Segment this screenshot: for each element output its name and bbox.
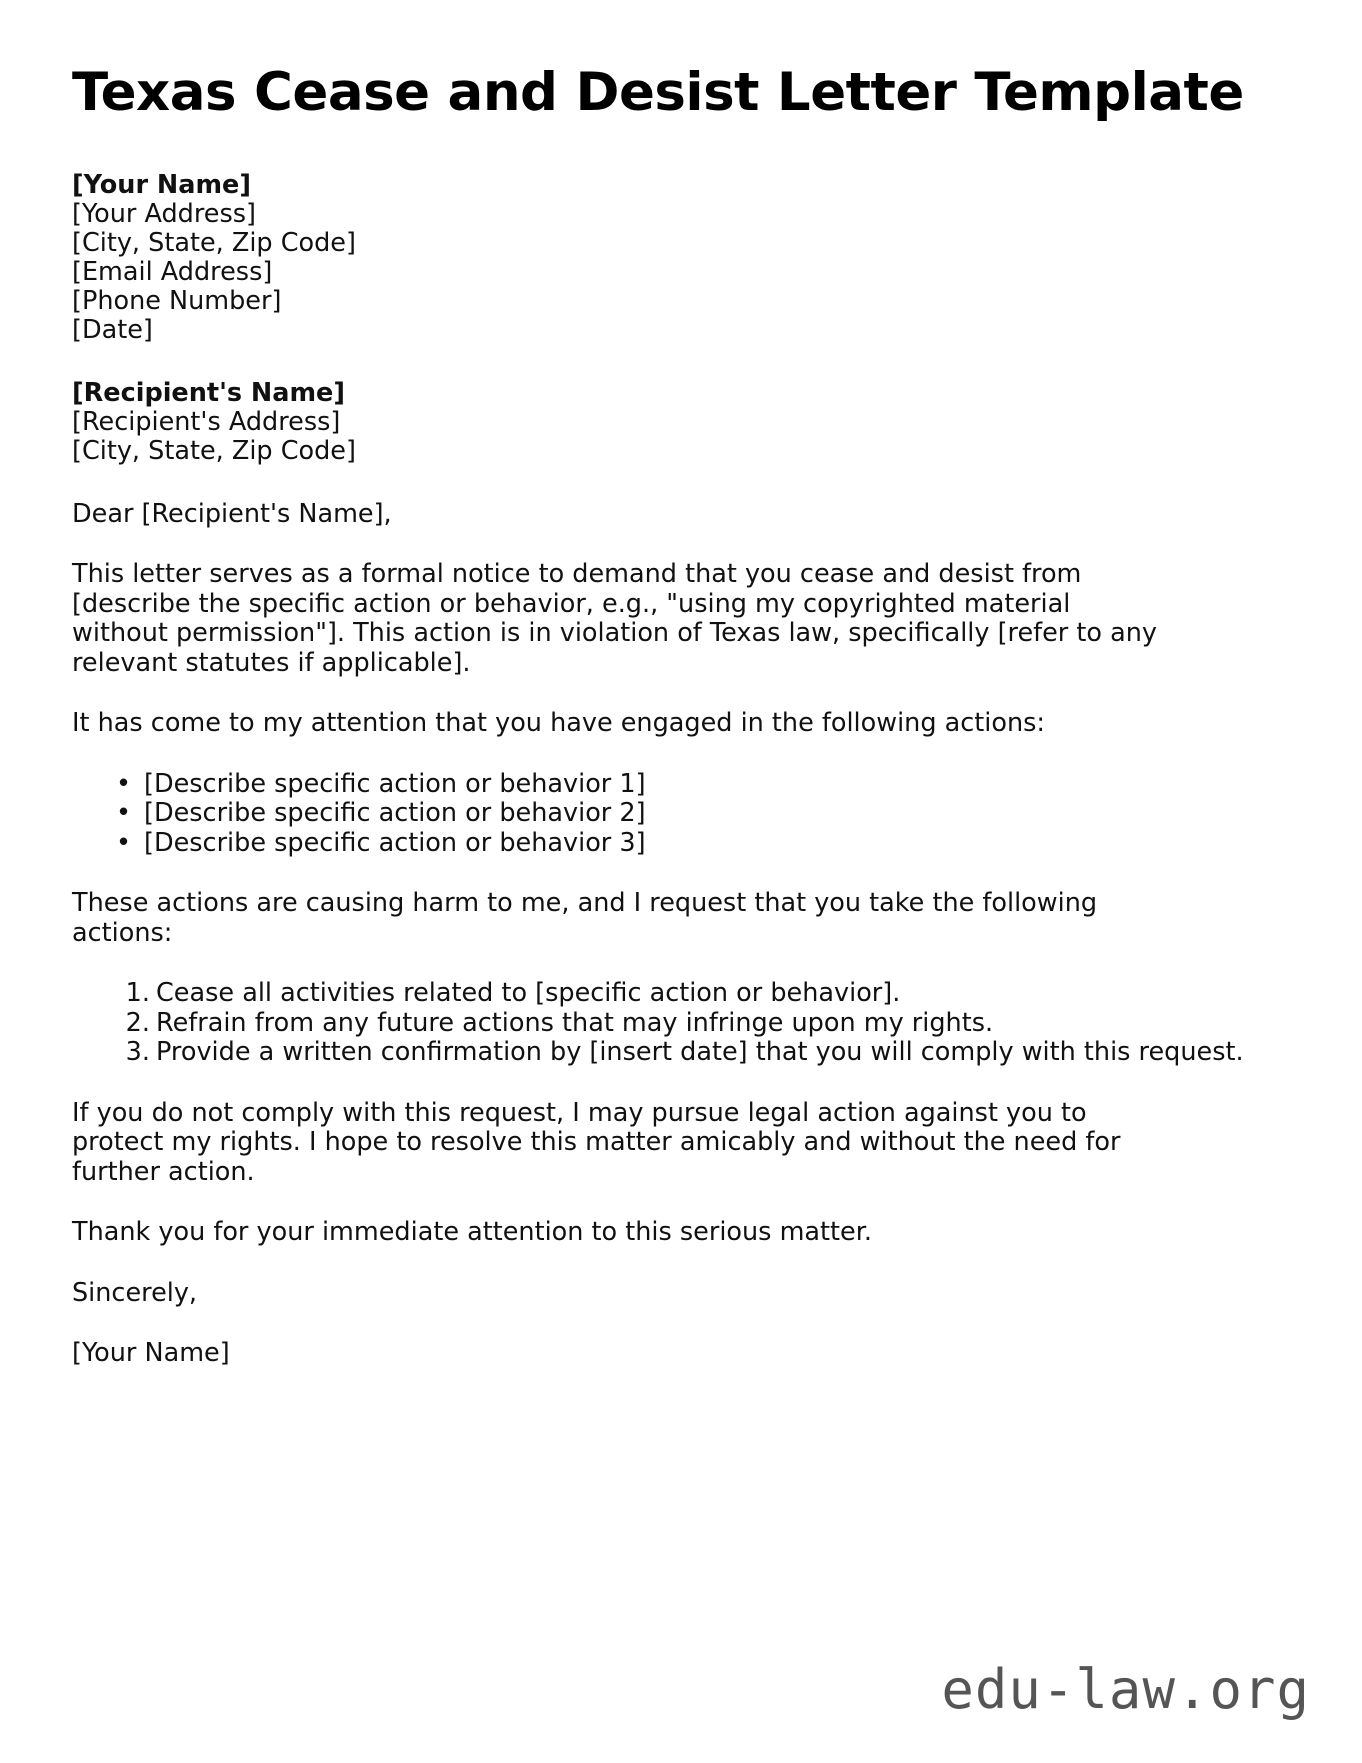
attention-paragraph: It has come to my attention that you have engaged in the following actions: bbox=[72, 708, 1045, 739]
list-item: • [Describe specific action or behavior 1] bbox=[144, 770, 1262, 800]
harm-paragraph: These actions are causing harm to me, and I request that you take the following actions: bbox=[72, 888, 1098, 948]
salutation: Dear [Recipient's Name], bbox=[72, 498, 392, 529]
numbered-demands-list bbox=[72, 979, 1262, 1068]
sender-address: [Your Address] bbox=[72, 198, 256, 229]
recipient-city-state-zip: [City, State, Zip Code] bbox=[72, 435, 356, 466]
sender-email: [Email Address] bbox=[72, 256, 273, 287]
sender-address-block bbox=[72, 171, 1262, 345]
letter-date: [Date] bbox=[72, 314, 153, 345]
recipient-address-block bbox=[72, 379, 1262, 466]
bulleted-actions-list bbox=[72, 770, 1262, 859]
list-item: • [Describe specific action or behavior 3] bbox=[144, 829, 1262, 859]
consequence-paragraph: If you do not comply with this request, I may pursue legal action against you to protect my rights. I hope to resolve this matter amicably and without the need for further action. bbox=[72, 1097, 1121, 1187]
sender-phone: [Phone Number] bbox=[72, 285, 282, 316]
closing-line: Sincerely, bbox=[72, 1277, 198, 1308]
letter-body bbox=[72, 62, 1262, 1400]
sender-name: [Your Name] bbox=[72, 169, 251, 200]
page-title: Texas Cease and Desist Letter Template bbox=[72, 62, 1244, 123]
site-watermark: edu-law.org bbox=[941, 1658, 1310, 1721]
list-item: Provide a written confirmation by [insert date] that you will comply with this request. bbox=[156, 1037, 1244, 1068]
recipient-address: [Recipient's Address] bbox=[72, 406, 341, 437]
signature-line: [Your Name] bbox=[72, 1338, 230, 1369]
recipient-name: [Recipient's Name] bbox=[72, 377, 346, 408]
list-item: • [Describe specific action or behavior 2] bbox=[144, 799, 1262, 829]
intro-paragraph: This letter serves as a formal notice to demand that you cease and desist from [describe the specific action or behavior, e.g., "using my copyrighted material without permission"]. This action is in violation of Texas law, specifically [refer to any relevant statutes if applicable]. bbox=[72, 559, 1157, 678]
list-item: Cease all activities related to [specific action or behavior]. bbox=[156, 978, 901, 1009]
list-item: Refrain from any future actions that may infringe upon my rights. bbox=[156, 1007, 994, 1038]
sender-city-state-zip: [City, State, Zip Code] bbox=[72, 227, 356, 258]
thanks-paragraph: Thank you for your immediate attention to this serious matter. bbox=[72, 1217, 872, 1248]
